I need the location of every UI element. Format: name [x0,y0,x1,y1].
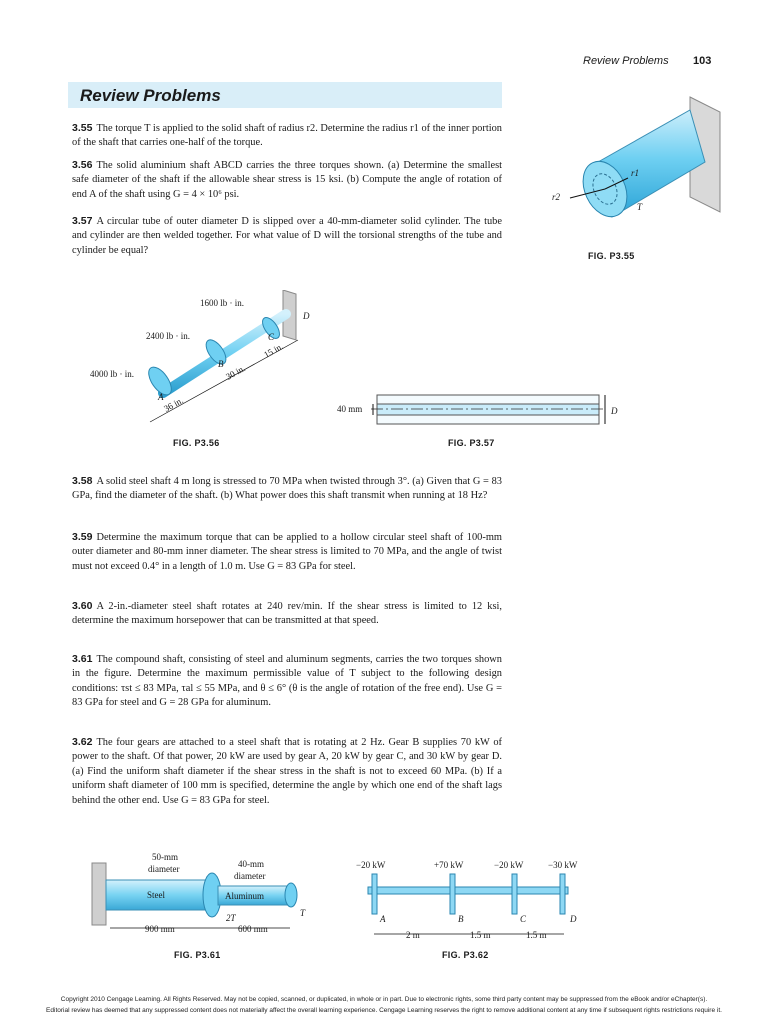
figure-p3-61 [90,848,320,940]
problem-number: 3.60 [72,600,93,612]
problem-3-59 [72,530,502,574]
inner-diameter-label: 40 mm [337,404,363,414]
problem-3-60 [72,599,502,629]
problem-3-61 [72,652,502,711]
problem-number: 3.61 [72,653,93,665]
problem-number: 3.55 [72,122,93,134]
torque-1600-label: 1600 lb · in. [200,298,244,308]
inner-cylinder [377,404,599,415]
point-c-label: C [268,332,275,342]
figure-p3-55 [540,92,740,242]
power-a-label: −20 kW [356,860,386,870]
figure-label-p3-55: FIG. P3.55 [588,251,635,261]
gear-c [512,874,517,914]
spacing-2m-label: 2 m [406,930,420,940]
problem-text: A 2-in.-diameter steel shaft rotates at 240 rev/min. If the shear stress is limited to 12 ksi, determine the maximum horsepower that can be transmitted at that speed. [72,601,502,627]
problem-number: 3.57 [72,215,93,227]
power-c-label: −20 kW [494,860,524,870]
spacing-1-5m-label-2: 1.5 m [526,930,547,940]
steel-diameter-unit: diameter [148,864,180,874]
problem-number: 3.56 [72,159,93,171]
copyright-line-2: Editorial review has deemed that any suppressed content does not materially affect the overall learning experience. Cengage Learning reserves the right to remove additional content at any time if subsequent rights restrictions require it. [46,1007,722,1014]
steel-label: Steel [147,890,165,900]
torque-2t-label: 2T [226,913,236,923]
gear-d [560,874,565,914]
gear-d-label: D [570,914,577,924]
outer-diameter-label: D [611,406,618,416]
problem-3-55 [72,121,502,151]
problem-text: The four gears are attached to a steel shaft that is rotating at 2 Hz. Gear B supplies 70 kW of power to the shaft. Of that power, 20 kW are used by gear A, 20 kW by gear C, and 30 kW by gear D. (a) Find the uniform shaft diameter if the shear stress in the shaft is not to exceed 60 MPa. (b) If a uniform shaft diameter of 100 mm is specified, determine the angle by which one end of the shaft lags behind the other end. Use G = 83 GPa for steel. [72,737,502,806]
figure-p3-62 [350,856,590,944]
r2-label: r2 [552,192,561,202]
length-900-label: 900 mm [145,924,175,934]
r1-label: r1 [631,168,640,178]
figure-label-p3-57: FIG. P3.57 [448,438,495,448]
figure-label-p3-61: FIG. P3.61 [174,950,221,960]
aluminum-diameter-label: 40-mm [238,859,264,869]
figure-p3-56 [88,290,328,435]
point-b-label: B [218,359,224,369]
problem-text: A circular tube of outer diameter D is slipped over a 40-mm-diameter solid cylinder. The tube and cylinder are then welded together. For what value of D will the torsional strengths of the tube and cylinder be equal? [72,216,502,256]
torque-2400-label: 2400 lb · in. [146,331,190,341]
problem-number: 3.62 [72,736,93,748]
gear-a-label: A [380,914,386,924]
torque-4000-label: 4000 lb · in. [90,369,134,379]
problem-3-56 [72,158,502,202]
steel-diameter-label: 50-mm [152,852,178,862]
gear-a [372,874,377,914]
running-header-title: Review Problems [583,55,669,67]
shaft [368,887,568,894]
length-15-label: 15 in. [262,341,285,360]
problem-text: Determine the maximum torque that can be applied to a hollow circular steel shaft of 100-mm outer diameter and 80-mm inner diameter. The shear stress is limited to 70 MPa, and the angle of twist must not exceed 0.4° in a length of 1.0 m. Use G = 83 GPa for steel. [72,532,502,572]
problem-text: The torque T is applied to the solid shaft of radius r2. Determine the radius r1 of the inner portion of the shaft that carries one-half of the torque. [72,123,502,149]
problem-text: The compound shaft, consisting of steel and aluminum segments, carries the two torques shown in the figure. Determine the maximum permissible value of T subject to the following design conditions: τst ≤ 83 MPa, τal ≤ 55 MPa, and θ ≤ 6° (θ is the angle of rotation of the free end). Use G = 83 GPa for steel and G = 28 GPa for aluminum. [72,654,502,709]
problem-3-57 [72,214,502,258]
aluminum-label: Aluminum [225,891,265,901]
problem-number: 3.59 [72,531,93,543]
figure-p3-57 [335,392,630,432]
torque-label: T [637,202,643,212]
gear-c-label: C [520,914,527,924]
aluminum-diameter-unit: diameter [234,871,266,881]
section-title: Review Problems [80,86,221,105]
problem-number: 3.58 [72,475,93,487]
copyright-line-1: Copyright 2010 Cengage Learning. All Rights Reserved. May not be copied, scanned, or duplicated, in whole or in part. Due to electronic rights, some third party content may be suppressed from the eBook and/or eChapter(s). [60,996,708,1003]
problem-text: A solid steel shaft 4 m long is stressed to 70 MPa when twisted through 3°. (a) Given that G = 83 GPa, find the diameter of the shaft. (b) What power does this shaft transmit when running at 18 Hz? [72,476,502,502]
spacing-1-5m-label-1: 1.5 m [470,930,491,940]
figure-label-p3-56: FIG. P3.56 [173,438,220,448]
gear-b-label: B [458,914,464,924]
point-a-label: A [158,392,164,402]
torque-t-label: T [300,908,306,918]
wall [92,863,106,925]
power-b-label: +70 kW [434,860,464,870]
power-d-label: −30 kW [548,860,578,870]
problem-text: The solid aluminium shaft ABCD carries the three torques shown. (a) Determine the smallest safe diameter of the shaft if the allowable shear stress is 15 ksi. (b) Compute the angle of rotation of end A of the shaft using G = 4 × 10⁶ psi. [72,160,502,200]
point-d-label: D [303,311,310,321]
free-end [285,883,297,907]
problem-3-62 [72,735,502,808]
length-600-label: 600 mm [238,924,268,934]
length-36-label: 36 in. [162,395,185,414]
figure-label-p3-62: FIG. P3.62 [442,950,489,960]
problem-3-58 [72,474,502,504]
length-30-label: 30 in. [224,363,247,382]
gear-b [450,874,455,914]
page-number: 103 [693,55,712,67]
